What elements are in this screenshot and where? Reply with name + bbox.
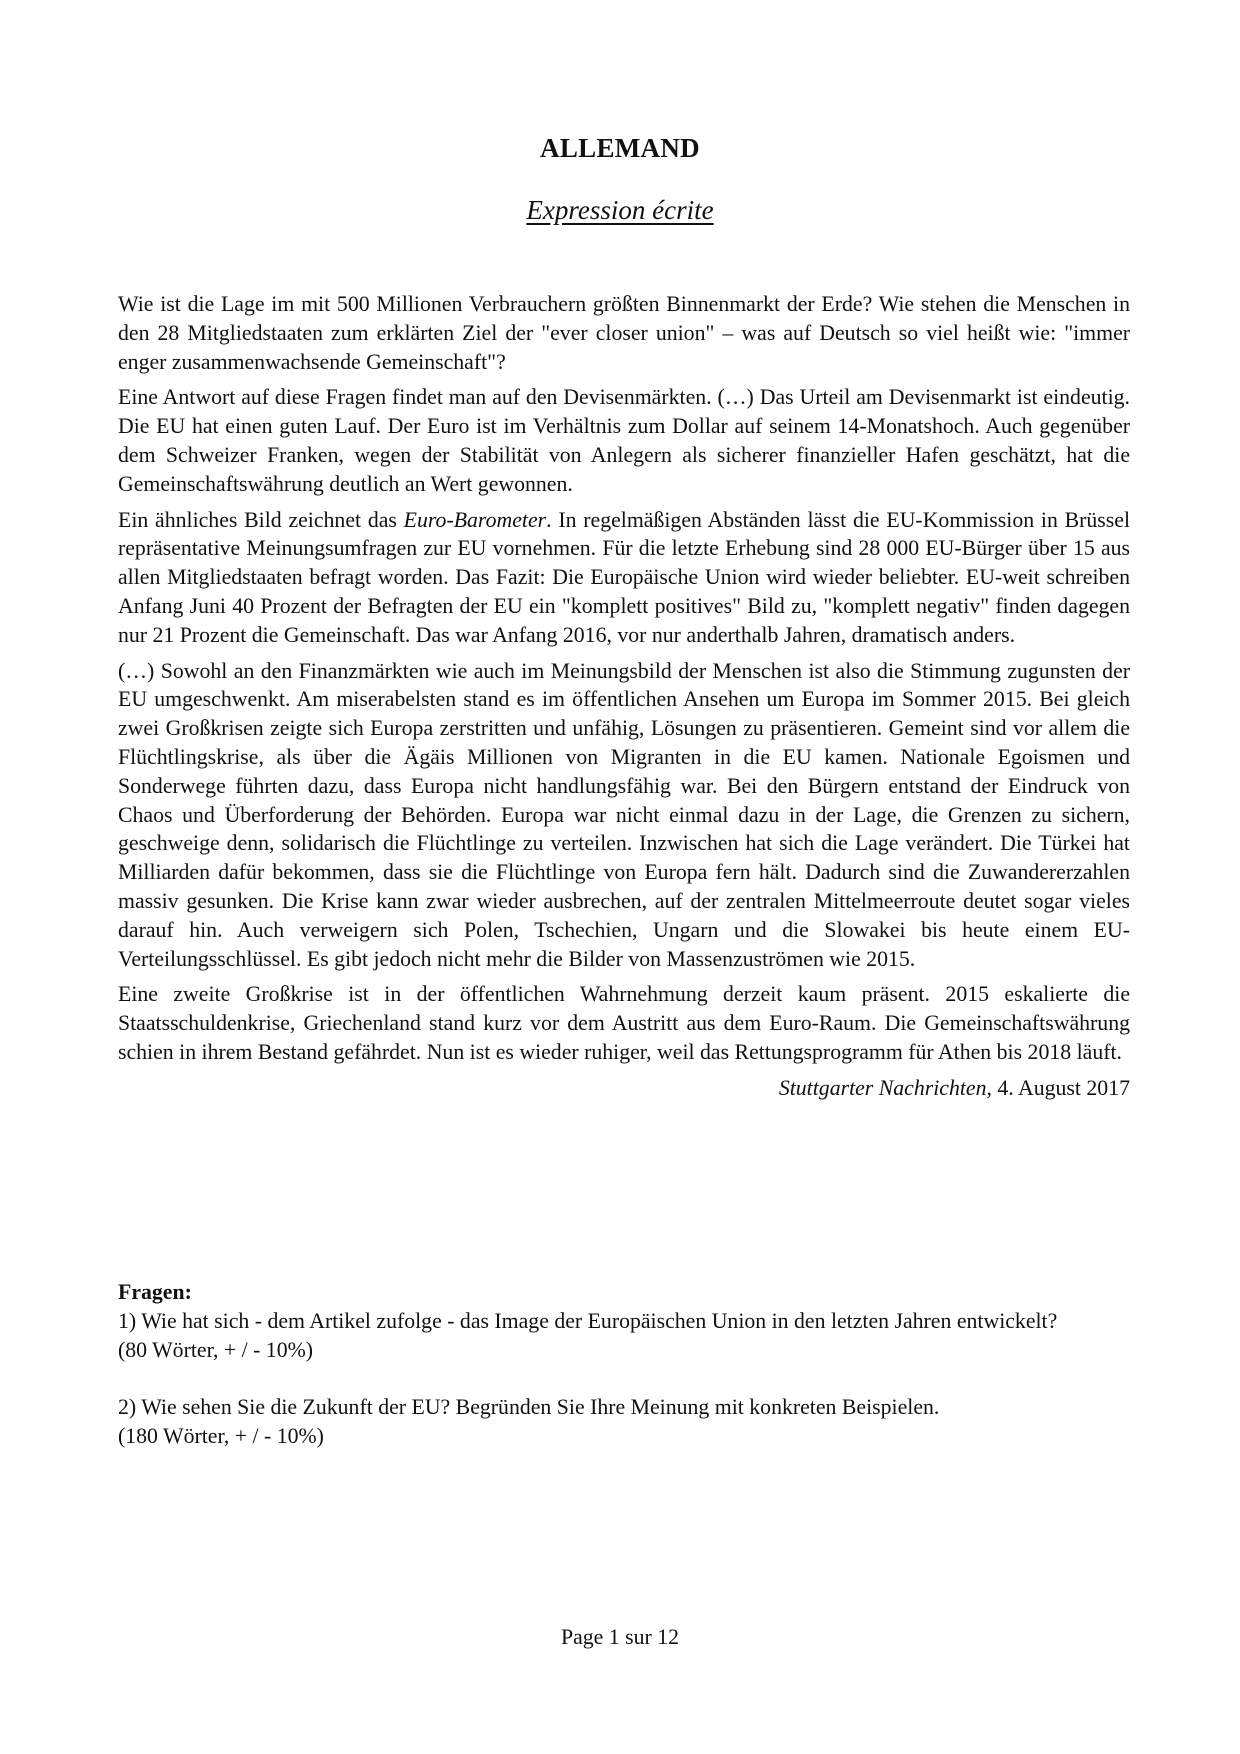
question-2-word-count: (180 Wörter, + / - 10%)	[118, 1423, 324, 1448]
page-subtitle: Expression écrite	[526, 195, 714, 225]
article-paragraph-3-start: Ein ähnliches Bild zeichnet das	[118, 507, 404, 532]
article-paragraph-3	[118, 506, 1130, 650]
question-1: 1) Wie hat sich - dem Artikel zufolge - das Image der Europäischen Union in den letzten Jahren entwickelt?	[118, 1308, 1058, 1333]
questions-heading: Fragen:	[118, 1280, 192, 1304]
source-name: Stuttgarter Nachrichten	[778, 1075, 987, 1100]
article-source	[118, 1074, 1130, 1103]
article-body	[118, 290, 1130, 1103]
question-1-word-count: (80 Wörter, + / - 10%)	[118, 1337, 314, 1362]
article-paragraph-3-end: . In regelmäßigen Abständen lässt die EU-Kommission in Brüssel repräsentative Meinungsumfragen zur EU vornehmen. Für die letzte Erhebung sind 28 000 EU-Bürger über 15 aus allen Mitgliedstaaten befragt worden. Das Fazit: Die Europäische Union wird wieder beliebter. EU-weit schreiben Anfang Juni 40 Prozent der Befragten der EU ein "komplett positives" Bild zu, "komplett negativ" finden dagegen nur 21 Prozent die Gemeinschaft. Das war Anfang 2016, vor nur anderthalb Jahren, dramatisch anders.	[118, 507, 1130, 647]
article-paragraph-4: (…) Sowohl an den Finanzmärkten wie auch im Meinungsbild der Menschen ist also die Stimmung zugunsten der EU umgeschwenkt. Am miserabelsten stand es im öffentlichen Ansehen um Europa im Sommer 2015. Bei gleich zwei Großkrisen zeigte sich Europa zerstritten und unfähig, Lösungen zu präsentieren. Gemeint sind vor allem die Flüchtlingskrise, als über die Ägäis Millionen von Migranten in die EU kamen. Nationale Egoismen und Sonderwege führten dazu, dass Europa nicht handlungsfähig war. Bei den Bürgern entstand der Eindruck von Chaos und Überforderung der Behörden. Europa war nicht einmal dazu in der Lage, die Grenzen zu sichern, geschweige denn, solidarisch die Flüchtlinge zu verteilen. Inzwischen hat sich die Lage verändert. Die Türkei hat Milliarden dafür bekommen, dass sie die Flüchtlinge von Europa fern hält. Dadurch sind die Zuwandererzahlen massiv gesunken. Die Krise kann zwar wieder ausbrechen, auf der zentralen Mittelmeerroute deutet sogar vieles darauf hin. Auch verweigern sich Polen, Tschechien, Ungarn und die Slowakei bis heute einem EU-Verteilungsschlüssel. Es gibt jedoch nicht mehr die Bilder von Massenzuströmen wie 2015.	[118, 658, 1130, 971]
article-paragraph-1: Wie ist die Lage im mit 500 Millionen Verbrauchern größten Binnenmarkt der Erde? Wie stehen die Menschen in den 28 Mitgliedstaaten zum erklärten Ziel der "ever closer union" – was auf Deutsch so viel heißt wie: "immer enger zusammenwachsende Gemeinschaft"?	[118, 292, 1130, 374]
source-date: , 4. August 2017	[986, 1075, 1130, 1100]
question-spacer	[118, 1364, 1130, 1393]
question-2: 2) Wie sehen Sie die Zukunft der EU? Begründen Sie Ihre Meinung mit konkreten Beispielen.	[118, 1395, 940, 1420]
article-paragraph-2: Eine Antwort auf diese Fragen findet man auf den Devisenmärkten. (…) Das Urteil am Devisenmarkt ist eindeutig. Die EU hat einen guten Lauf. Der Euro ist im Verhältnis zum Dollar auf seinem 14-Monatshoch. Auch gegenüber dem Schweizer Franken, wegen der Stabilität von Anlegern als sicherer finanzieller Hafen geschätzt, hat die Gemeinschaftswährung deutlich an Wert gewonnen.	[118, 385, 1130, 496]
euro-barometer-term: Euro-Barometer	[403, 507, 547, 532]
page-title: ALLEMAND	[540, 133, 700, 163]
questions-section	[118, 1278, 1130, 1451]
page-number: Page 1 sur 12	[560, 1625, 680, 1649]
article-paragraph-5: Eine zweite Großkrise ist in der öffentlichen Wahrnehmung derzeit kaum präsent. 2015 eskalierte die Staatsschuldenkrise, Griechenland stand kurz vor dem Austritt aus dem Euro-Raum. Die Gemeinschaftswährung schien in ihrem Bestand gefährdet. Nun ist es wieder ruhiger, weil das Rettungsprogramm für Athen bis 2018 läuft.	[118, 982, 1130, 1064]
